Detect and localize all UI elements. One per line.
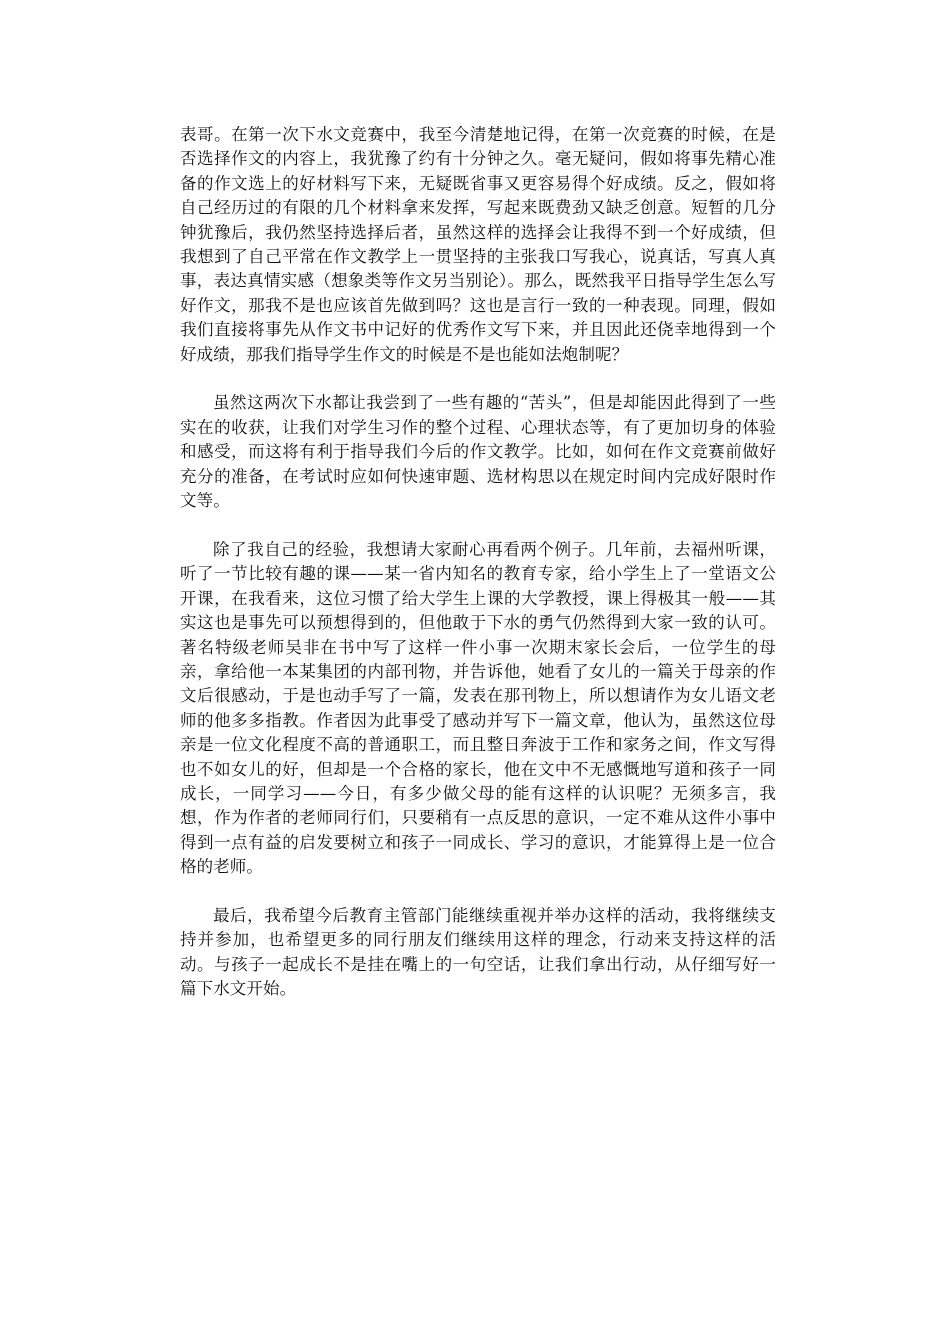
paragraph-1: 表哥。在第一次下水文竞赛中，我至今清楚地记得，在第一次竞赛的时候，在是否选择作文的内容上，我犹豫了约有十分钟之久。毫无疑问，假如将事先精心准备的作文选上的好材料写下来，无疑既省事又更容易得个好成绩。反之，假如将自己经历过的有限的几个材料拿来发挥，写起来既费劲又缺乏创意。短暂的几分钟犹豫后，我仍然坚持选择后者，虽然这样的选择会让我得不到一个好成绩，但我想到了自己平常在作文教学上一贯坚持的主张我口写我心，说真话，写真人真事，表达真情实感（想象类等作文另当别论）。那么，既然我平日指导学生怎么写好作文，那我不是也应该首先做到吗？这也是言行一致的一种表现。同理，假如我们直接将事先从作文书中记好的优秀作文写下来，并且因此还侥幸地得到一个好成绩，那我们指导学生作文的时候是不是也能如法炮制呢？ — [180, 125, 776, 364]
paragraph-2: 虽然这两次下水都让我尝到了一些有趣的“苦头”，但是却能因此得到了一些实在的收获，让我们对学生习作的整个过程、心理状态等，有了更加切身的体验和感受，而这将有利于指导我们今后的作文教学。比如，如何在作文竞赛前做好充分的准备，在考试时应如何快速审题、选材构思以在规定时间内完成好限时作文等。 — [180, 393, 776, 511]
paragraph-4: 最后，我希望今后教育主管部门能继续重视并举办这样的活动，我将继续支持并参加，也希望更多的同行朋友们继续用这样的理念，行动来支持这样的活动。与孩子一起成长不是挂在嘴上的一句空话，让我们拿出行动，从仔细写好一篇下水文开始。 — [180, 905, 776, 999]
paragraph-3: 除了我自己的经验，我想请大家耐心再看两个例子。几年前，去福州听课，听了一节比较有趣的课——某一省内知名的教育专家，给小学生上了一堂语文公开课，在我看来，这位习惯了给大学生上课的大学教授，课上得极其一般——其实这也是事先可以预想得到的，但他敢于下水的勇气仍然得到大家一致的认可。著名特级老师吴非在书中写了这样一件小事一次期末家长会后，一位学生的母亲，拿给他一本某集团的内部刊物，并告诉他，她看了女儿的一篇关于母亲的作文后很感动，于是也动手写了一篇，发表在那刊物上，所以想请作为女儿语文老师的他多多指教。作者因为此事受了感动并写下一篇文章，他认为，虽然这位母亲是一位文化程度不高的普通职工，而且整日奔波于工作和家务之间，作文写得也不如女儿的好，但却是一个合格的家长，他在文中不无感慨地写道和孩子一同成长，一同学习——今日，有多少做父母的能有这样的认识呢？无须多言，我想，作为作者的老师同行们，只要稍有一点反思的意识，一定不难从这件小事中得到一点有益的启发要树立和孩子一同成长、学习的意识，才能算得上是一位合格的老师。 — [180, 539, 776, 877]
document-body — [180, 123, 776, 1026]
